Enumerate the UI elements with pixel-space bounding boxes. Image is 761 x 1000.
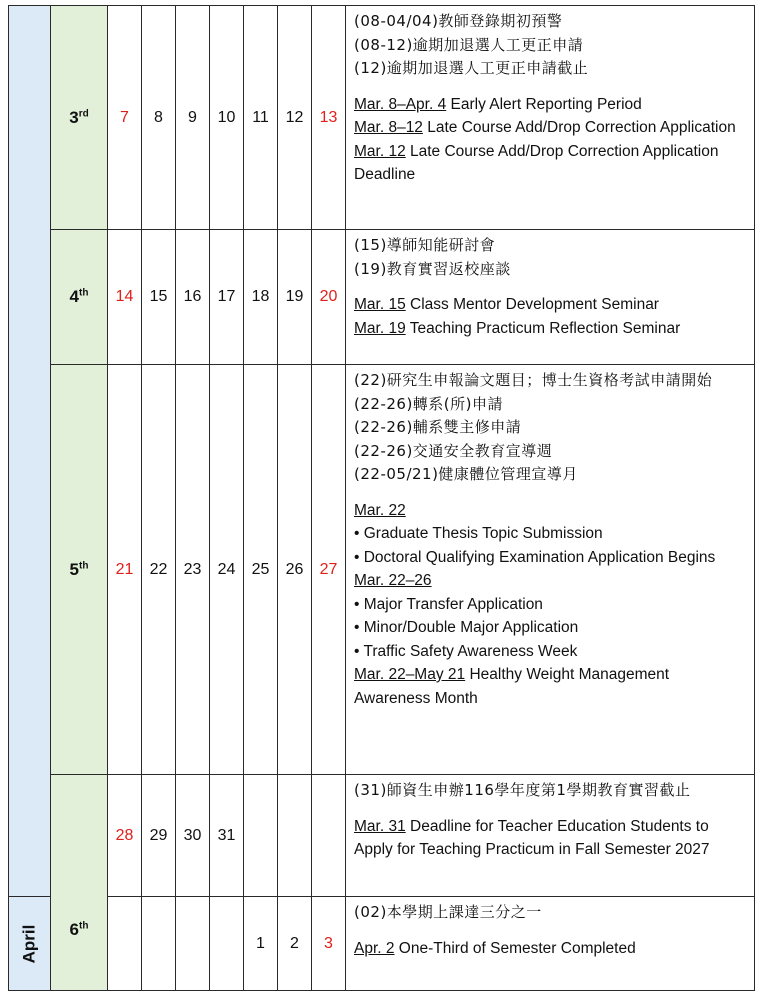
week-ordinal-suffix: rd [78, 107, 89, 119]
day-cell [244, 775, 278, 897]
day-cell: 20 [312, 230, 346, 365]
day-cell: 21 [108, 365, 142, 775]
event-date: Mar. 22–May 21 [354, 666, 466, 683]
event-text: Class Mentor Development Seminar [405, 296, 659, 313]
event-en [354, 93, 748, 117]
day-cell: 11 [244, 6, 278, 230]
event-group-date: Mar. 22 [354, 501, 406, 519]
spacer [354, 81, 748, 93]
spacer [354, 925, 748, 937]
week-row [9, 775, 755, 897]
day-cell: 28 [108, 775, 142, 897]
day-cell [108, 897, 142, 991]
day-cell: 16 [176, 230, 210, 365]
event-zh: (22)研究生申報論文題目；博士生資格考試申請開始 [354, 371, 713, 389]
day-cell: 18 [244, 230, 278, 365]
day-cell: 3 [312, 897, 346, 991]
day-cell [176, 897, 210, 991]
spacer [354, 803, 748, 815]
spacer [354, 281, 748, 293]
event-zh: (19)教育實習返校座談 [354, 259, 511, 278]
event-date: Mar. 8–12 [354, 119, 423, 136]
event-date: Apr. 2 [354, 939, 395, 957]
academic-calendar-table [8, 5, 755, 991]
event-text: Late Course Add/Drop Correction Application Deadline [354, 142, 719, 183]
week-ordinal-suffix: th [79, 287, 89, 299]
day-cell: 15 [142, 230, 176, 365]
event-en [354, 116, 748, 140]
day-cell: 13 [312, 6, 346, 230]
events-cell [346, 897, 755, 991]
month-column-april [9, 897, 51, 991]
event-zh: (08-04/04)教師登錄期初預警 [354, 12, 563, 30]
event-date: Mar. 19 [354, 319, 406, 337]
week-row [9, 897, 755, 991]
week-number-value: 4 [69, 287, 79, 306]
event-zh: (22-05/21)健康體位管理宣導月 [354, 465, 578, 483]
event-en [354, 663, 748, 710]
event-zh: (22-26)輔系雙主修申請 [354, 418, 522, 436]
day-cell: 8 [142, 6, 176, 230]
event-bullet-item: • Doctoral Qualifying Examination Application Begins [354, 548, 716, 566]
week-number [51, 365, 108, 775]
event-text: Late Course Add/Drop Correction Application [422, 119, 736, 136]
event-text: Teaching Practicum Reflection Seminar [405, 319, 681, 337]
day-cell: 9 [176, 6, 210, 230]
event-zh: (15)導師知能研討會 [354, 236, 496, 254]
day-cell: 10 [210, 6, 244, 230]
day-cell [210, 897, 244, 991]
week-ordinal-suffix: th [79, 920, 89, 932]
spacer [354, 487, 748, 499]
event-en [354, 140, 748, 187]
day-cell: 30 [176, 775, 210, 897]
events-cell [346, 775, 755, 897]
event-text: Deadline for Teacher Education Students to Apply for Teaching Practicum in Fall Semester 2027 [354, 817, 710, 858]
event-en [354, 293, 748, 317]
day-cell: 22 [142, 365, 176, 775]
day-cell: 27 [312, 365, 346, 775]
event-en [354, 937, 748, 961]
day-cell: 24 [210, 365, 244, 775]
event-zh: (08-12)逾期加退選人工更正申請 [354, 35, 584, 54]
week-row [9, 365, 755, 775]
events-cell [346, 365, 755, 775]
day-cell: 12 [278, 6, 312, 230]
event-text: Early Alert Reporting Period [446, 95, 642, 113]
day-cell [312, 775, 346, 897]
day-cell [142, 897, 176, 991]
day-cell [278, 775, 312, 897]
event-date: Mar. 15 [354, 296, 406, 313]
event-date: Mar. 31 [354, 817, 406, 835]
day-cell: 7 [108, 6, 142, 230]
event-bullet-item: • Minor/Double Major Application [354, 619, 579, 636]
day-cell: 1 [244, 897, 278, 991]
day-cell: 23 [176, 365, 210, 775]
day-cell: 26 [278, 365, 312, 775]
event-bullet-item: • Graduate Thesis Topic Submission [354, 525, 603, 542]
events-cell [346, 6, 755, 230]
event-en [354, 317, 748, 341]
event-bullet-item: • Major Transfer Application [354, 595, 543, 613]
event-group-date: Mar. 22–26 [354, 572, 432, 589]
day-cell: 31 [210, 775, 244, 897]
week-number [51, 230, 108, 365]
month-column-march [9, 6, 51, 897]
event-zh: (31)師資生申辦116學年度第1學期教育實習截止 [354, 781, 691, 799]
week-number-value: 5 [69, 559, 79, 579]
event-bullet-item: • Traffic Safety Awareness Week [354, 642, 578, 660]
event-date: Mar. 8–Apr. 4 [354, 95, 447, 113]
week-number [51, 775, 108, 991]
event-zh: (02)本學期上課達三分之一 [354, 903, 542, 921]
day-cell: 29 [142, 775, 176, 897]
event-zh: (12)逾期加退選人工更正申請截止 [354, 59, 589, 77]
week-row [9, 6, 755, 230]
event-date: Mar. 12 [354, 142, 406, 160]
week-row [9, 230, 755, 365]
event-en [354, 815, 748, 862]
week-number [51, 6, 108, 230]
event-zh: (22-26)轉系(所)申請 [354, 394, 503, 413]
week-ordinal-suffix: th [79, 559, 89, 571]
event-zh: (22-26)交通安全教育宣導週 [354, 441, 553, 460]
month-label-april: April [19, 924, 39, 963]
day-cell: 25 [244, 365, 278, 775]
day-cell: 19 [278, 230, 312, 365]
week-number-value: 6 [69, 920, 79, 939]
day-cell: 2 [278, 897, 312, 991]
day-cell: 14 [108, 230, 142, 365]
event-text: One-Third of Semester Completed [394, 939, 636, 957]
day-cell: 17 [210, 230, 244, 365]
event-text: Healthy Weight Management Awareness Month [354, 666, 670, 707]
events-cell [346, 230, 755, 365]
week-number-value: 3 [69, 107, 79, 127]
